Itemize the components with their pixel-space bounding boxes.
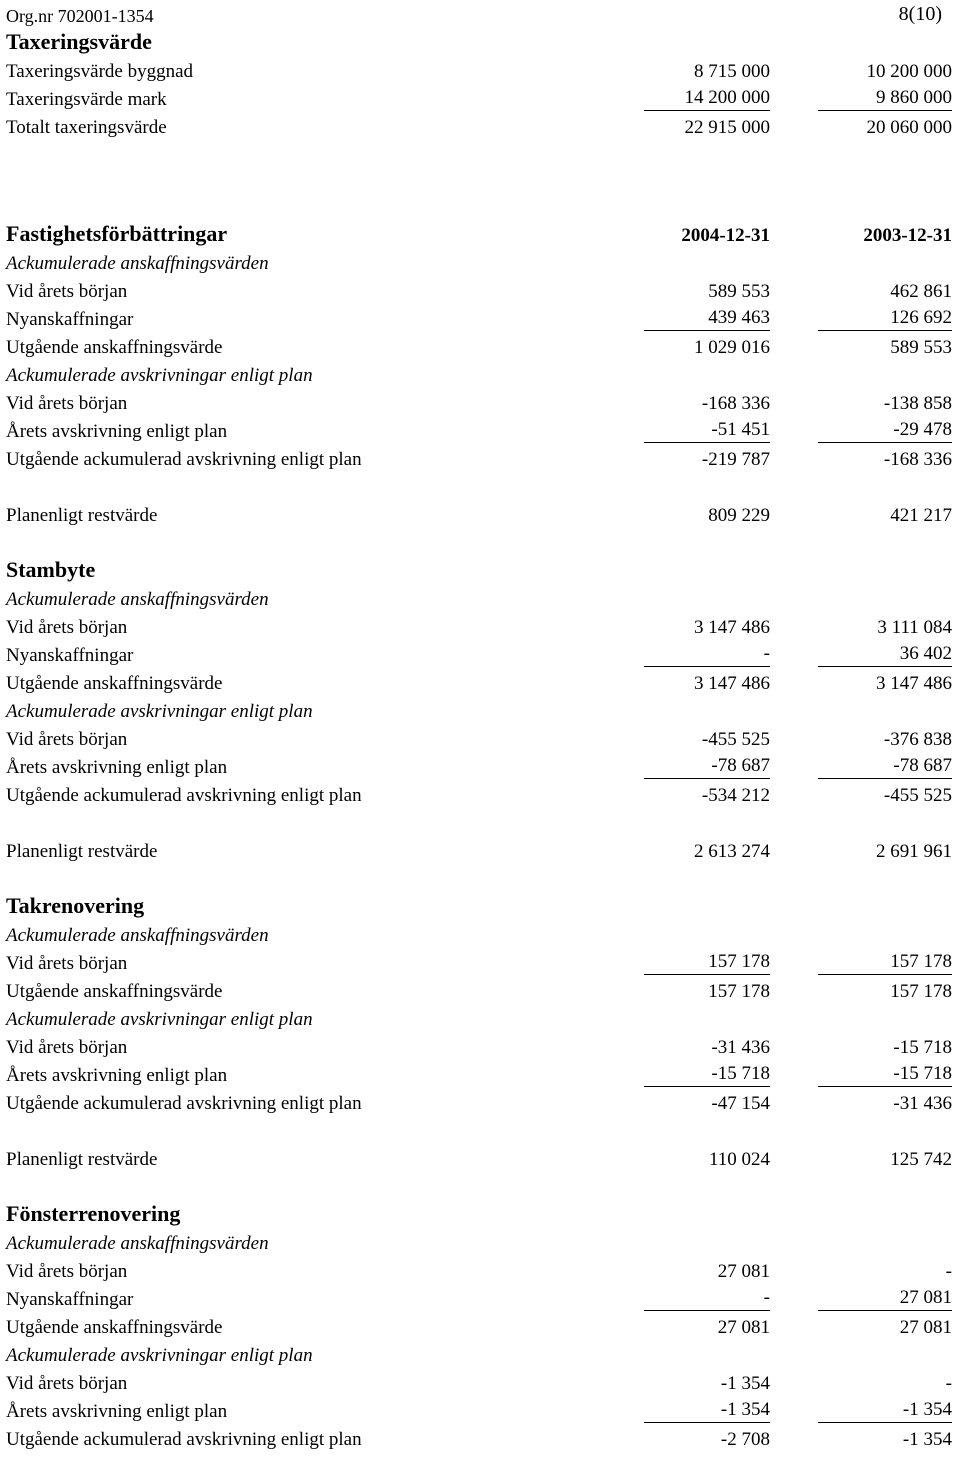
column-header-2003: 2003-12-31 xyxy=(863,225,952,246)
spacer xyxy=(6,1118,956,1146)
table-row: Utgående ackumulerad avskrivning enligt plan -219 787 -168 336 xyxy=(6,449,952,470)
section-title-fastighetsforbattringar: Fastighetsförbättringar 2004-12-31 2003-12-31 xyxy=(6,221,952,246)
subheading: Ackumulerade avskrivningar enligt plan xyxy=(6,1009,313,1030)
spacer xyxy=(6,866,956,894)
document-page xyxy=(6,0,956,1454)
table-row: Utgående anskaffningsvärde 1 029 016 589 553 xyxy=(6,337,952,358)
section-title-fonsterrenovering: Fönsterrenovering xyxy=(6,1201,181,1226)
subheading: Ackumulerade avskrivningar enligt plan xyxy=(6,1345,313,1366)
table-row: Nyanskaffningar - 36 402 xyxy=(6,643,952,666)
table-row: Vid årets början -168 336 -138 858 xyxy=(6,393,952,414)
table-row: Taxeringsvärde byggnad 8 715 000 10 200 000 xyxy=(6,61,952,82)
subheading: Ackumulerade anskaffningsvärden xyxy=(6,253,269,274)
table-row: Nyanskaffningar 439 463 126 692 xyxy=(6,307,952,330)
section-title-stambyte: Stambyte xyxy=(6,557,96,582)
table-row: Taxeringsvärde mark 14 200 000 9 860 000 xyxy=(6,87,952,110)
table-row: Årets avskrivning enligt plan -1 354 -1 354 xyxy=(6,1399,952,1422)
table-row: Årets avskrivning enligt plan -51 451 -29 478 xyxy=(6,419,952,442)
table-row: Vid årets början 3 147 486 3 111 084 xyxy=(6,617,952,638)
table-row: Vid årets början -455 525 -376 838 xyxy=(6,729,952,750)
subheading: Ackumulerade anskaffningsvärden xyxy=(6,589,269,610)
section-title-takrenovering: Takrenovering xyxy=(6,893,145,918)
table-row: Vid årets början 589 553 462 861 xyxy=(6,281,952,302)
table-row-restvarde: Planenligt restvärde 2 613 274 2 691 961 xyxy=(6,841,952,862)
table-row-restvarde: Planenligt restvärde 110 024 125 742 xyxy=(6,1149,952,1170)
spacer xyxy=(6,142,956,222)
table-row: Utgående ackumulerad avskrivning enligt plan -534 212 -455 525 xyxy=(6,785,952,806)
section-title-taxering: Taxeringsvärde xyxy=(6,29,152,54)
page-number: 8(10) xyxy=(898,3,942,25)
org-number: Org.nr 702001-1354 xyxy=(6,6,154,26)
table-row: Vid årets början 157 178 157 178 xyxy=(6,951,952,974)
spacer xyxy=(6,1174,956,1202)
subheading: Ackumulerade anskaffningsvärden xyxy=(6,1233,269,1254)
spacer xyxy=(6,474,956,502)
spacer xyxy=(6,530,956,558)
table-row: Utgående ackumulerad avskrivning enligt plan -2 708 -1 354 xyxy=(6,1429,952,1450)
subheading: Ackumulerade avskrivningar enligt plan xyxy=(6,701,313,722)
table-row: Vid årets början 27 081 - xyxy=(6,1261,952,1282)
table-row: Totalt taxeringsvärde 22 915 000 20 060 000 xyxy=(6,117,952,138)
table-row: Vid årets början -31 436 -15 718 xyxy=(6,1037,952,1058)
table-row: Nyanskaffningar - 27 081 xyxy=(6,1287,952,1310)
spacer xyxy=(6,810,956,838)
page-header xyxy=(6,0,956,30)
column-header-2004: 2004-12-31 xyxy=(681,225,770,246)
subheading: Ackumulerade avskrivningar enligt plan xyxy=(6,365,313,386)
table-row: Vid årets början -1 354 - xyxy=(6,1373,952,1394)
table-row: Utgående anskaffningsvärde 27 081 27 081 xyxy=(6,1317,952,1338)
table-row: Utgående anskaffningsvärde 157 178 157 178 xyxy=(6,981,952,1002)
table-row: Utgående ackumulerad avskrivning enligt plan -47 154 -31 436 xyxy=(6,1093,952,1114)
table-row-restvarde: Planenligt restvärde 809 229 421 217 xyxy=(6,505,952,526)
table-row: Årets avskrivning enligt plan -78 687 -78 687 xyxy=(6,755,952,778)
subheading: Ackumulerade anskaffningsvärden xyxy=(6,925,269,946)
table-row: Utgående anskaffningsvärde 3 147 486 3 147 486 xyxy=(6,673,952,694)
table-row: Årets avskrivning enligt plan -15 718 -15 718 xyxy=(6,1063,952,1086)
